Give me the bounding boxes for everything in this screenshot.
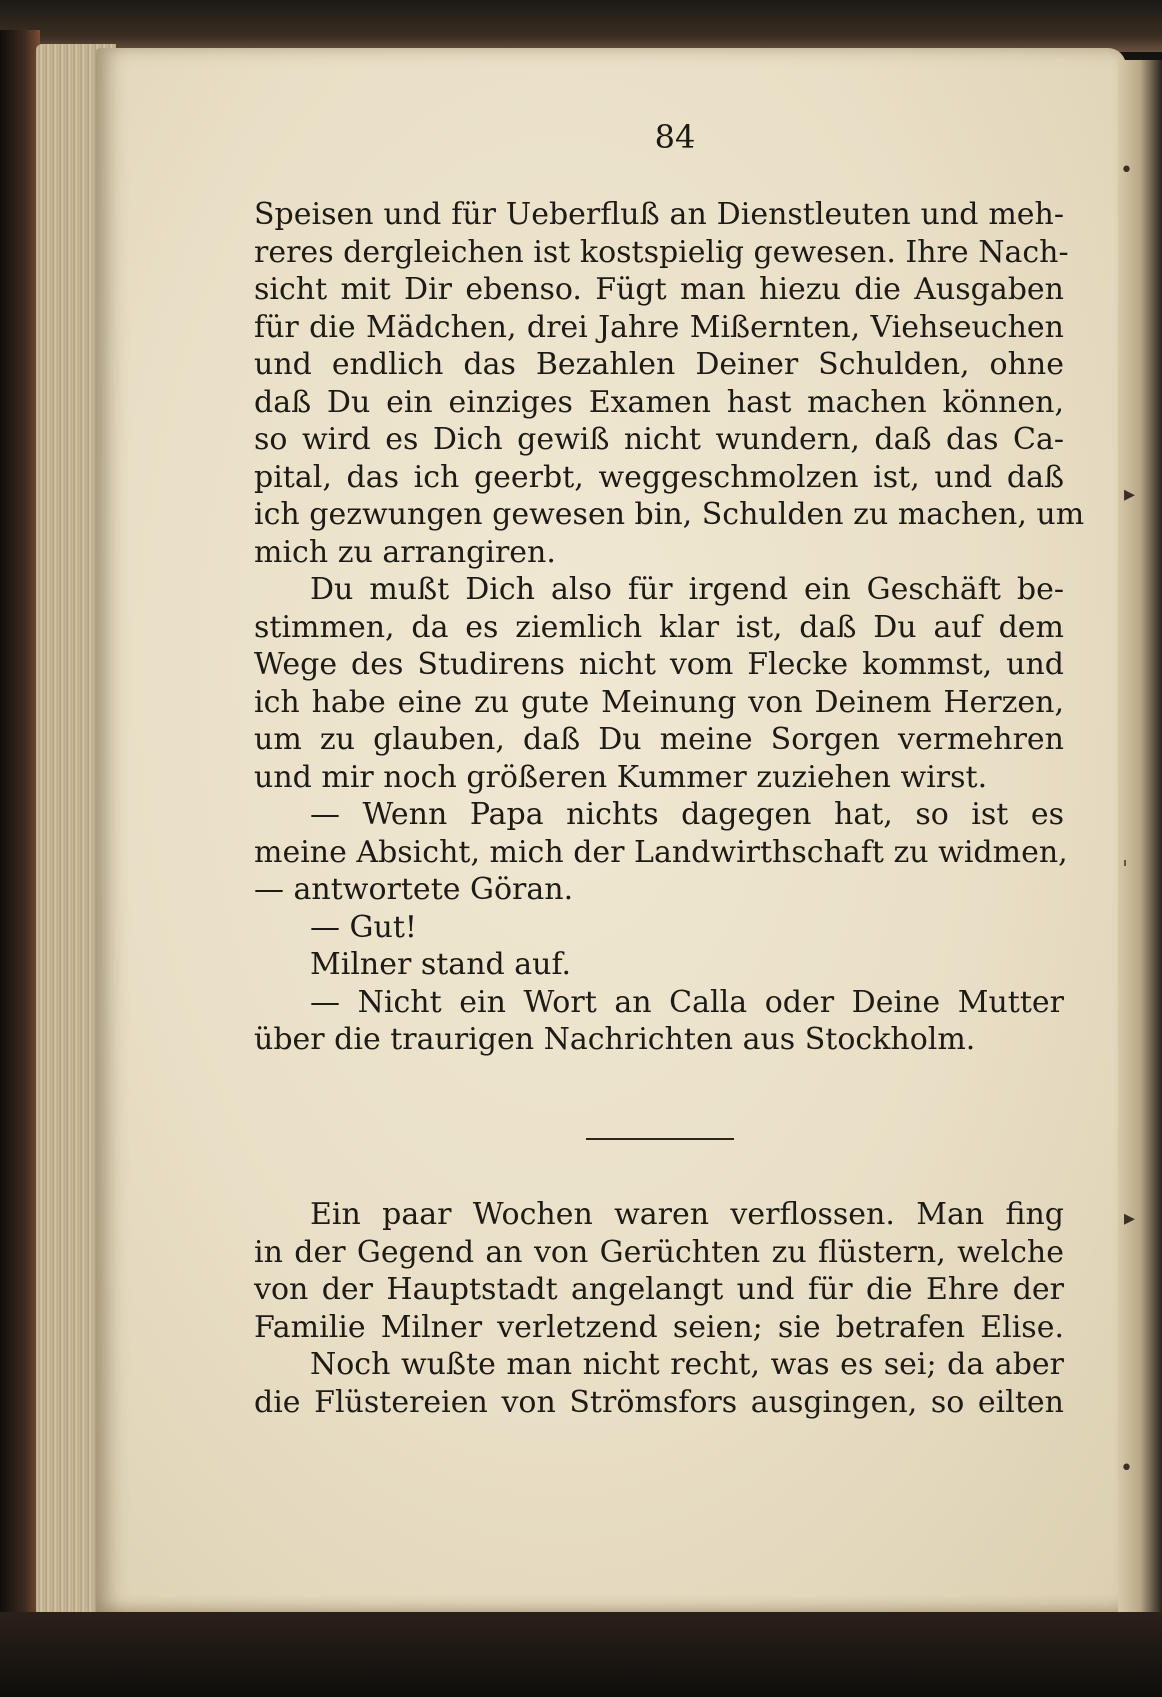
text-line: und endlich das Bezahlen Deiner Schulden, ohne bbox=[254, 347, 1064, 382]
text-line: mich zu arrangiren. bbox=[254, 534, 556, 570]
text-line: stimmen, da es ziemlich klar ist, daß Du auf dem bbox=[254, 609, 1064, 645]
text-line: ich gezwungen gewesen bin, Schulden zu machen, um bbox=[254, 497, 1085, 532]
text-line: meine Absicht, mich der Landwirthschaft zu widmen, bbox=[254, 834, 1068, 870]
section-divider bbox=[586, 1138, 734, 1140]
text-line: — antwortete Göran. bbox=[254, 872, 574, 907]
book-cover-left bbox=[0, 30, 40, 1670]
page-number: 84 bbox=[654, 118, 696, 156]
text-line: Ein paar Wochen waren verflossen. Man fing bbox=[310, 1197, 1064, 1232]
text-line: für die Mädchen, drei Jahre Mißernten, Viehseuchen bbox=[254, 309, 1064, 345]
text-line: — Nicht ein Wort an Calla oder Deine Mutter bbox=[310, 984, 1064, 1020]
text-line: ich habe eine zu gute Meinung von Deinem Herzen, bbox=[254, 684, 1064, 720]
margin-dot-icon: • bbox=[1120, 1456, 1133, 1481]
margin-tick-icon: ˈ bbox=[1122, 858, 1129, 883]
body-text bbox=[254, 196, 1085, 1059]
text-line: Familie Milner verletzend seien; sie betrafen Elise. bbox=[254, 1309, 1064, 1345]
text-line: Speisen und für Ueberfluß an Dienstleuten und meh- bbox=[254, 197, 1064, 232]
book-cover-top bbox=[0, 0, 1162, 52]
text-line: in der Gegend an von Gerüchten zu flüstern, welche bbox=[254, 1234, 1064, 1270]
text-line: daß Du ein einziges Examen hast machen können, bbox=[254, 384, 1064, 420]
text-line: um zu glauben, daß Du meine Sorgen vermehren bbox=[254, 722, 1064, 757]
text-line: Noch wußte man nicht recht, was es sei; da aber bbox=[310, 1347, 1064, 1382]
text-line: Milner stand auf. bbox=[310, 947, 572, 982]
text-line: Du mußt Dich also für irgend ein Geschäft be- bbox=[310, 572, 1064, 607]
book-cover-bottom bbox=[0, 1612, 1162, 1697]
margin-arrow-icon: ▸ bbox=[1124, 482, 1136, 507]
facing-page-edge bbox=[1118, 60, 1162, 1620]
margin-dot-icon: • bbox=[1120, 158, 1133, 183]
margin-arrow-icon: ▸ bbox=[1124, 1206, 1136, 1231]
text-line: reres dergleichen ist kostspielig gewesen. Ihre Nach- bbox=[254, 234, 1069, 270]
text-line: — Gut! bbox=[310, 909, 417, 945]
text-line: von der Hauptstadt angelangt und für die Ehre der bbox=[254, 1272, 1064, 1307]
text-line: — Wenn Papa nichts dagegen hat, so ist es bbox=[310, 797, 1064, 832]
section-text bbox=[254, 1196, 1064, 1421]
text-line: so wird es Dich gewiß nicht wundern, daß das Ca- bbox=[254, 422, 1064, 457]
text-line: die Flüstereien von Strömsfors ausgingen, so eilten bbox=[254, 1384, 1064, 1420]
text-line: sicht mit Dir ebenso. Fügt man hiezu die Ausgaben bbox=[254, 272, 1064, 307]
text-line: über die traurigen Nachrichten aus Stockholm. bbox=[254, 1022, 976, 1057]
text-line: pital, das ich geerbt, weggeschmolzen ist, und daß bbox=[254, 459, 1064, 495]
text-line: und mir noch größeren Kummer zuziehen wirst. bbox=[254, 759, 988, 795]
text-line: Wege des Studirens nicht vom Flecke kommst, und bbox=[254, 647, 1064, 682]
